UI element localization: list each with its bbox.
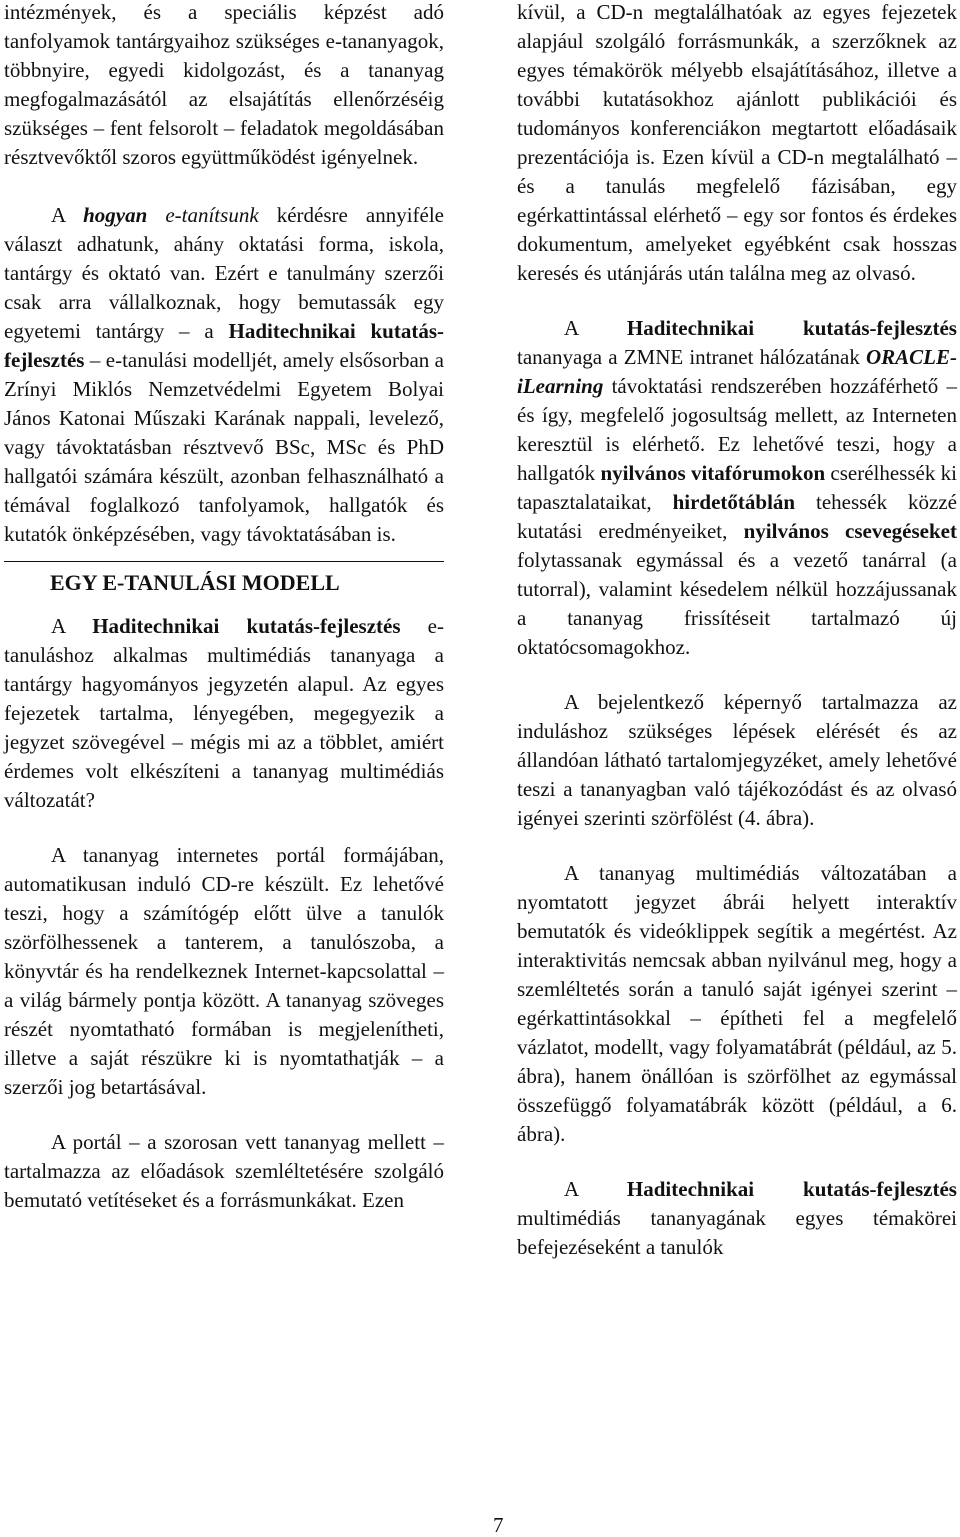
text-run: A bbox=[51, 203, 84, 227]
text-run: kérdésre annyiféle választ adhatunk, ahány oktatási forma, iskola, tantárgy és oktató van. Ezért e tanulmány szerzői csak arra vállalkoznak, hogy bemutassák egy egyetemi tantárgy – a bbox=[4, 203, 445, 343]
text-run: tehessék közzé kutatási eredményeiket, bbox=[517, 490, 957, 543]
text-run: multimédiás tananyagának egyes témakörei befejezéseként a tanulók bbox=[517, 1206, 957, 1259]
emphasis-e-tanitsunk: e-tanítsunk bbox=[165, 203, 259, 227]
term-chat: nyilvános csevegéseket bbox=[743, 519, 957, 543]
paragraph bbox=[517, 1175, 957, 1262]
text-run: A bbox=[564, 316, 627, 340]
heading-rule bbox=[4, 561, 444, 562]
term-forum: nyilvános vitafórumokon bbox=[600, 461, 826, 485]
paragraph bbox=[4, 201, 444, 549]
paragraph: A tananyag multimédiás változatában a nyomtatott jegyzet ábrái helyett interaktív bemutatók és videóklippek segítik a megértést. Az interaktivitás nemcsak abban nyilvánul meg, hogy a szemléltetés során a tanuló saját igényei szerint – egérkattintásokkal – építheti fel a megfelelő vázlatot, modellt, vagy folyamatábrát (például, az 5. ábra), hanem önállóan is szörfölhet az egymással összefüggő folyamatábrák között (például, a 6. ábra). bbox=[517, 861, 957, 1146]
subject-name: Haditechnikai kutatás-fejlesztés bbox=[626, 316, 957, 340]
text-run: A bbox=[51, 614, 93, 638]
paragraph bbox=[517, 314, 957, 662]
right-column bbox=[517, 0, 957, 1262]
page-number: 7 bbox=[493, 1513, 504, 1537]
paragraph: kívül, a CD-n megtalálhatóak az egyes fejezetek alapjául szolgáló forrásmunkák, a szerzőknek az egyes témakörök mélyebb elsajátításához, illetve a további kutatásokhoz ajánlott publikációi és tudományos konferenciákon megtartott előadásaik prezentációja is. Ezen kívül a CD-n megtalálható – és a tanulás megfelelő fázisában, egy egérkattintással elérhető – egy sor fontos és érdekes dokumentum, amelyeket egyébként csak hosszas keresés és utánjárás után találna meg az olvasó. bbox=[517, 0, 957, 285]
emphasis-hogyan: hogyan bbox=[83, 203, 148, 227]
text-run: – e-tanulási modelljét, amely elsősorban a Zrínyi Miklós Nemzetvédelmi Egyetem Bolyai János Katonai Műszaki Karának nappali, levelező, vagy távoktatásban résztvevő BSc, MSc és PhD hallgatói számára készült, azonban felhasználható a témával foglalkozó tanfolyamok, hallgatók és kutatók önképzésében, vagy távoktatásában is. bbox=[4, 348, 444, 546]
paragraph: intézmények, és a speciális képzést adó tanfolyamok tantárgyaihoz szükséges e-tananyagok, többnyire, egyedi kidolgozást, és a tananyag megfogalmazásától az elsajátítás ellenőrzéséig szükséges – fent felsorolt – feladatok megoldásában résztvevőktől szoros együttműködést igényelnek. bbox=[4, 0, 444, 169]
text-run bbox=[147, 203, 165, 227]
term-board: hirdetőtáblán bbox=[672, 490, 796, 514]
system-name: ORACLE-iLearning bbox=[517, 345, 957, 398]
paragraph: A bejelentkező képernyő tartalmazza az induláshoz szükséges lépések elérését és az állandóan látható tartalomjegyzéket, amely lehetővé teszi a tananyagban való tájékozódást és az olvasó igényei szerinti szörfölést (4. ábra). bbox=[517, 690, 957, 830]
section-heading: EGY E-TANULÁSI MODELL bbox=[50, 570, 340, 595]
subject-name: Haditechnikai kutatás-fejlesztés bbox=[92, 614, 401, 638]
subject-name: Haditechnikai kutatás-fejlesztés bbox=[626, 1177, 957, 1201]
paragraph bbox=[4, 612, 444, 815]
text-run: e-tanuláshoz alkalmas multimédiás tananyaga a tantárgy hagyományos jegyzetén alapul. Az egyes fejezetek tartalma, lényegében, megegyezik a jegyzet szövegével – mégis mi az a többlet, amiért érdemes volt elkészíteni a tananyag multimédiás változatát? bbox=[4, 614, 444, 812]
text-run: cserélhessék ki tapasztalataikat, bbox=[517, 461, 957, 514]
paragraph: A portál – a szorosan vett tananyag mellett – tartalmazza az előadások szemléltetésére szolgáló bemutató vetítéseket és a forrásmunkákat. Ezen bbox=[4, 1130, 444, 1212]
text-run: tananyaga a ZMNE intranet hálózatának bbox=[517, 345, 866, 369]
subject-name: Haditechnikai kutatás-fejlesztés bbox=[4, 319, 444, 372]
left-column bbox=[4, 0, 444, 1215]
text-run: távoktatási rendszerében hozzáférhető – és így, megfelelő jogosultság mellett, az Interneten keresztül is elérhető. Ez lehetővé teszi, hogy a hallgatók bbox=[517, 374, 957, 485]
paragraph: A tananyag internetes portál formájában, automatikusan induló CD-re készült. Ez lehetővé teszi, hogy a számítógép előtt ülve a tanulók szörfölhessenek a tanterem, a tanulószoba, a könyvtár és ha rendelkeznek Internet-kapcsolattal – a világ bármely pontja között. A tananyag szöveges részét nyomtatható formában is megjelenítheti, illetve a saját részükre ki is nyomtathatják – a szerzői jog betartásával. bbox=[4, 843, 444, 1099]
text-run: folytassanak egymással és a vezető tanárral (a tutorral), valamint késedelem nélkül hozzájussanak a tananyag frissítéseit tartalmazó új oktatócsomagokhoz. bbox=[517, 548, 957, 659]
text-run: A bbox=[564, 1177, 627, 1201]
